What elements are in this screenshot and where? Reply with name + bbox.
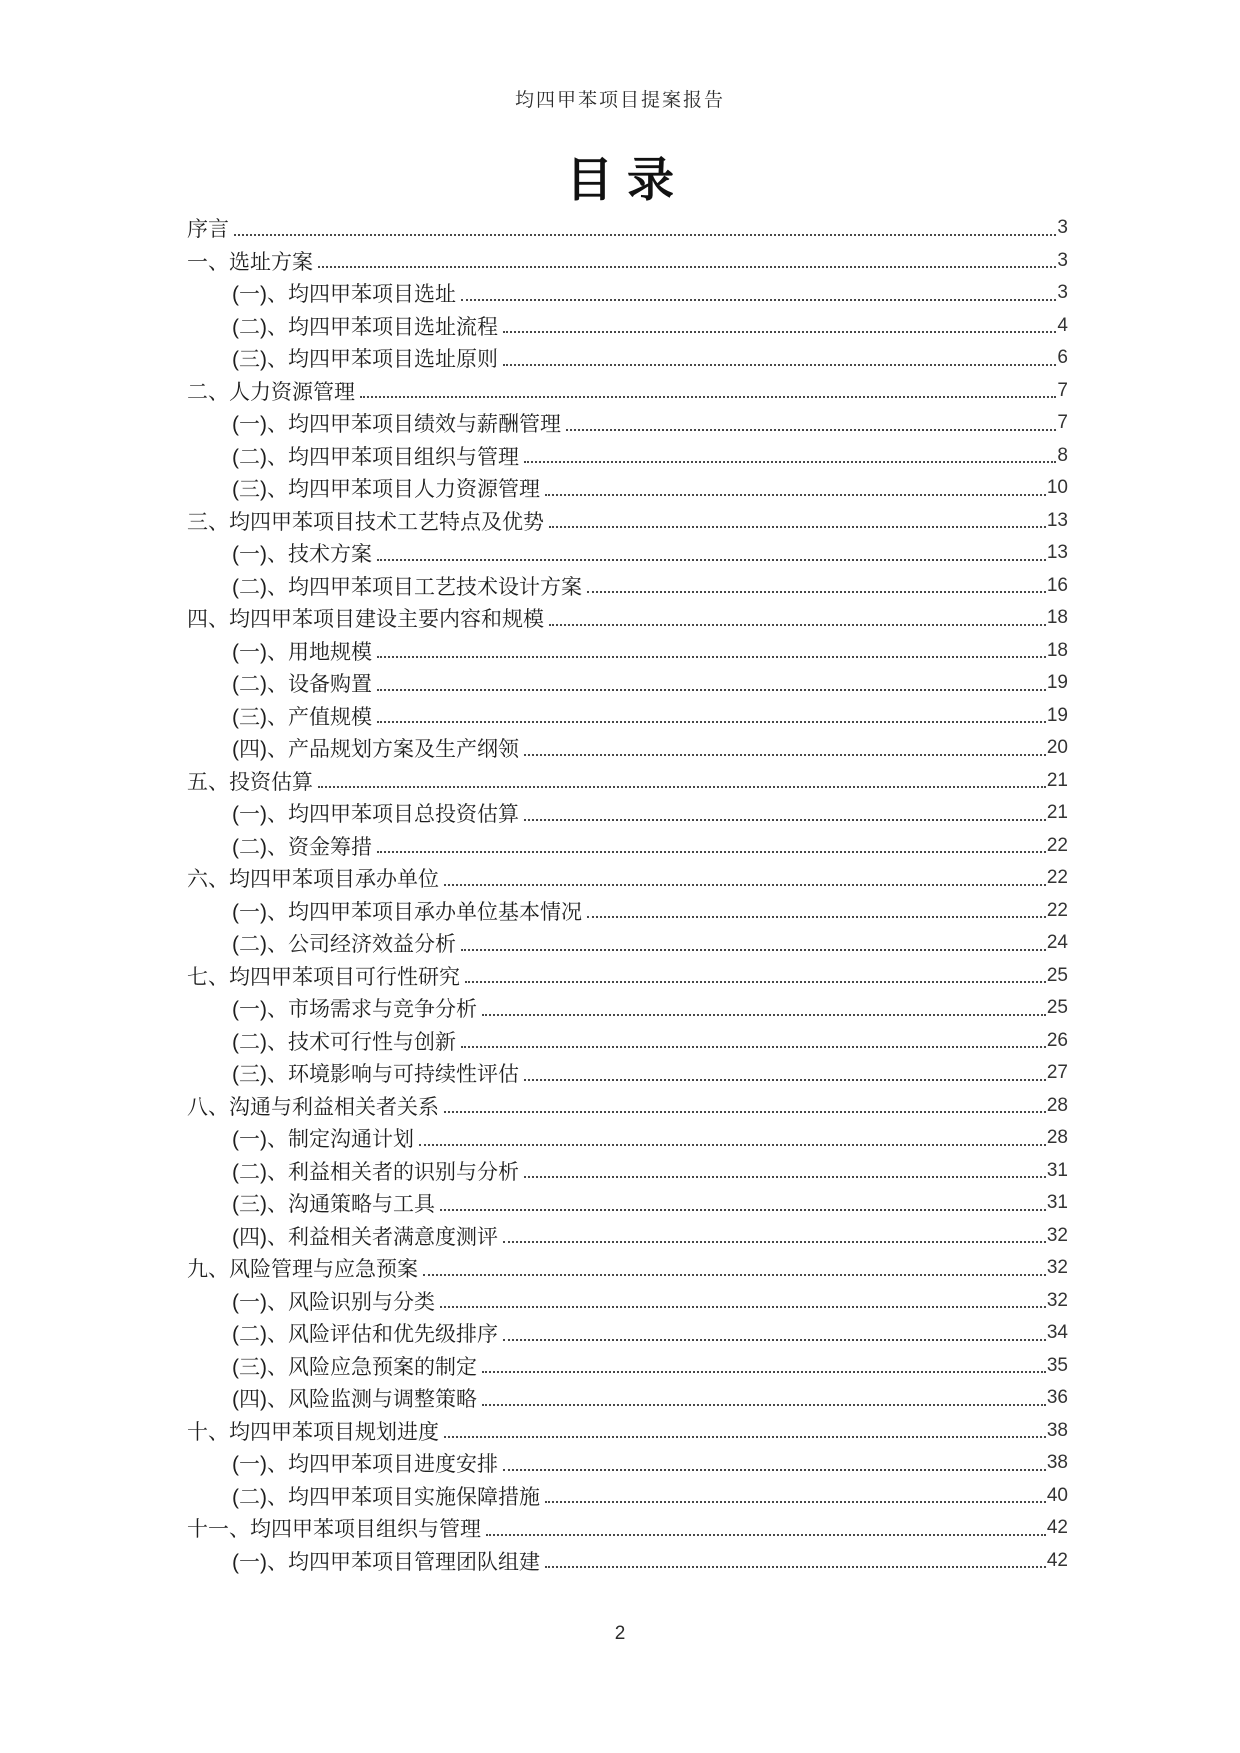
- toc-entry-label: (一)、制定沟通计划: [232, 1128, 414, 1152]
- toc-entry-label: 序言: [187, 218, 229, 242]
- dot-leader: [318, 786, 1046, 788]
- toc-entry-label: (三)、产值规模: [232, 705, 372, 729]
- toc-entry-label: 四、均四甲苯项目建设主要内容和规模: [187, 608, 544, 632]
- toc-entry-label: (一)、市场需求与竞争分析: [232, 998, 477, 1022]
- toc-entry: [187, 1252, 1068, 1285]
- dot-leader: [318, 266, 1056, 268]
- toc-entry-page: 36: [1046, 1387, 1068, 1409]
- toc-entry: [187, 1187, 1068, 1220]
- toc-entry-label: 八、沟通与利益相关者关系: [187, 1095, 439, 1119]
- toc-entry: [187, 1415, 1068, 1448]
- toc-entry: [187, 765, 1068, 798]
- dot-leader: [377, 689, 1046, 691]
- toc-entry-label: (二)、技术可行性与创新: [232, 1030, 456, 1054]
- toc-entry-label: (二)、均四甲苯项目选址流程: [232, 315, 498, 339]
- toc-entry: [187, 797, 1068, 830]
- dot-leader: [419, 1144, 1046, 1146]
- toc-entry: [187, 602, 1068, 635]
- dot-leader: [566, 429, 1056, 431]
- toc-entry-label: 十一、均四甲苯项目组织与管理: [187, 1518, 481, 1542]
- toc-entry-page: 35: [1046, 1354, 1068, 1376]
- dot-leader: [524, 1079, 1046, 1081]
- toc-entry-label: (二)、均四甲苯项目组织与管理: [232, 445, 519, 469]
- toc-entry-label: (二)、资金筹措: [232, 835, 372, 859]
- toc-entry-page: 6: [1057, 347, 1068, 369]
- toc-entry-page: 22: [1046, 867, 1068, 889]
- dot-leader: [503, 1339, 1046, 1341]
- dot-leader: [377, 559, 1046, 561]
- toc-entry-page: 18: [1046, 607, 1068, 629]
- toc-entry: [187, 1025, 1068, 1058]
- toc-entry-page: 22: [1046, 834, 1068, 856]
- toc-entry-page: 26: [1046, 1029, 1068, 1051]
- toc-entry: [187, 700, 1068, 733]
- toc-entry: [187, 1285, 1068, 1318]
- toc-entry-page: 34: [1046, 1322, 1068, 1344]
- toc-entry: [187, 1382, 1068, 1415]
- toc-entry-label: (二)、设备购置: [232, 673, 372, 697]
- toc-entry: [187, 1350, 1068, 1383]
- toc-entry-label: (一)、风险识别与分类: [232, 1290, 435, 1314]
- toc-entry-page: 3: [1057, 282, 1068, 304]
- toc-entry-label: (二)、均四甲苯项目实施保障措施: [232, 1485, 540, 1509]
- toc-entry: [187, 1057, 1068, 1090]
- dot-leader: [503, 364, 1056, 366]
- toc-entry-page: 21: [1046, 769, 1068, 791]
- toc-entry-page: 8: [1057, 444, 1068, 466]
- toc-entry-page: 28: [1046, 1094, 1068, 1116]
- dot-leader: [423, 1274, 1046, 1276]
- toc-entry: [187, 375, 1068, 408]
- toc-entry-label: 三、均四甲苯项目技术工艺特点及优势: [187, 510, 544, 534]
- toc-entry-page: 42: [1046, 1549, 1068, 1571]
- toc-entry-label: (四)、产品规划方案及生产纲领: [232, 738, 519, 762]
- dot-leader: [482, 1371, 1046, 1373]
- toc-entry: [187, 505, 1068, 538]
- toc-entry-page: 40: [1046, 1484, 1068, 1506]
- dot-leader: [465, 981, 1046, 983]
- toc-entry-label: (二)、风险评估和优先级排序: [232, 1323, 498, 1347]
- dot-leader: [503, 1469, 1046, 1471]
- dot-leader: [461, 949, 1046, 951]
- toc-entry-label: (四)、利益相关者满意度测评: [232, 1225, 498, 1249]
- toc-entry-label: 七、均四甲苯项目可行性研究: [187, 965, 460, 989]
- toc-entry: [187, 635, 1068, 668]
- toc-entry-label: (二)、均四甲苯项目工艺技术设计方案: [232, 575, 582, 599]
- toc-entry: [187, 342, 1068, 375]
- toc-entry: [187, 440, 1068, 473]
- toc-entry: [187, 212, 1068, 245]
- toc-entry: [187, 862, 1068, 895]
- dot-leader: [444, 1111, 1046, 1113]
- dot-leader: [234, 234, 1056, 236]
- toc-entry-label: (三)、均四甲苯项目人力资源管理: [232, 478, 540, 502]
- dot-leader: [461, 1046, 1046, 1048]
- dot-leader: [440, 1209, 1046, 1211]
- toc-entry-label: (三)、环境影响与可持续性评估: [232, 1063, 519, 1087]
- toc-entry-label: 五、投资估算: [187, 770, 313, 794]
- toc-entry-page: 24: [1046, 932, 1068, 954]
- dot-leader: [444, 1436, 1046, 1438]
- toc-entry-page: 19: [1046, 672, 1068, 694]
- toc-entry-page: 32: [1046, 1257, 1068, 1279]
- dot-leader: [486, 1534, 1046, 1536]
- toc-entry-page: 16: [1046, 574, 1068, 596]
- dot-leader: [377, 656, 1046, 658]
- toc-entry: [187, 960, 1068, 993]
- toc-entry-label: 六、均四甲苯项目承办单位: [187, 868, 439, 892]
- toc-entry-page: 28: [1046, 1127, 1068, 1149]
- toc-entry-label: (二)、公司经济效益分析: [232, 933, 456, 957]
- toc-entry-page: 19: [1046, 704, 1068, 726]
- dot-leader: [503, 1241, 1046, 1243]
- toc-entry-label: (一)、技术方案: [232, 543, 372, 567]
- toc-entry-page: 7: [1057, 412, 1068, 434]
- toc-entry-page: 32: [1046, 1289, 1068, 1311]
- dot-leader: [587, 591, 1046, 593]
- toc-entry-page: 18: [1046, 639, 1068, 661]
- toc-entry-page: 25: [1046, 997, 1068, 1019]
- toc-entry-label: (三)、沟通策略与工具: [232, 1193, 435, 1217]
- toc-entry-page: 20: [1046, 737, 1068, 759]
- toc-entry-label: 二、人力资源管理: [187, 380, 355, 404]
- toc-entry: [187, 895, 1068, 928]
- toc-entry-label: (三)、均四甲苯项目选址原则: [232, 348, 498, 372]
- toc-entry: [187, 927, 1068, 960]
- toc-entry-label: (一)、均四甲苯项目承办单位基本情况: [232, 900, 582, 924]
- dot-leader: [549, 624, 1046, 626]
- toc-entry: [187, 732, 1068, 765]
- dot-leader: [524, 1176, 1046, 1178]
- toc-entry-page: 13: [1046, 509, 1068, 531]
- toc-entry-page: 4: [1057, 314, 1068, 336]
- toc-entry-page: 32: [1046, 1224, 1068, 1246]
- dot-leader: [461, 299, 1056, 301]
- toc-entry: [187, 1545, 1068, 1578]
- dot-leader: [482, 1014, 1046, 1016]
- dot-leader: [482, 1404, 1046, 1406]
- toc-entry: [187, 537, 1068, 570]
- toc-entry: [187, 830, 1068, 863]
- toc-entry-page: 7: [1057, 379, 1068, 401]
- toc-entry: [187, 277, 1068, 310]
- dot-leader: [377, 721, 1046, 723]
- toc-entry-page: 10: [1046, 477, 1068, 499]
- dot-leader: [545, 1566, 1046, 1568]
- toc-entry-page: 22: [1046, 899, 1068, 921]
- toc-entry: [187, 1447, 1068, 1480]
- toc-entry-label: 十、均四甲苯项目规划进度: [187, 1420, 439, 1444]
- toc-entry-label: 一、选址方案: [187, 250, 313, 274]
- toc-entry-page: 42: [1046, 1517, 1068, 1539]
- toc-entry-label: (三)、风险应急预案的制定: [232, 1355, 477, 1379]
- toc-entry-label: (二)、利益相关者的识别与分析: [232, 1160, 519, 1184]
- toc-entry-page: 31: [1046, 1159, 1068, 1181]
- dot-leader: [377, 851, 1046, 853]
- toc-entry-page: 27: [1046, 1062, 1068, 1084]
- toc-entry: [187, 1090, 1068, 1123]
- toc-entry-page: 31: [1046, 1192, 1068, 1214]
- toc-entry: [187, 1480, 1068, 1513]
- dot-leader: [524, 754, 1046, 756]
- toc-entry: [187, 1122, 1068, 1155]
- toc-entry: [187, 570, 1068, 603]
- toc-entry: [187, 310, 1068, 343]
- dot-leader: [549, 526, 1046, 528]
- toc-entry-label: 九、风险管理与应急预案: [187, 1258, 418, 1282]
- toc-entry: [187, 245, 1068, 278]
- toc-entry-label: (一)、用地规模: [232, 640, 372, 664]
- toc-entry-page: 13: [1046, 542, 1068, 564]
- dot-leader: [444, 884, 1046, 886]
- dot-leader: [524, 819, 1046, 821]
- toc-entry-page: 38: [1046, 1419, 1068, 1441]
- toc-entry-label: (一)、均四甲苯项目进度安排: [232, 1453, 498, 1477]
- toc-list: [187, 212, 1068, 1577]
- toc-entry-label: (一)、均四甲苯项目总投资估算: [232, 803, 519, 827]
- document-header-title: 均四甲苯项目提案报告: [514, 90, 725, 111]
- toc-entry: [187, 472, 1068, 505]
- toc-entry-page: 3: [1057, 217, 1068, 239]
- dot-leader: [545, 1501, 1046, 1503]
- dot-leader: [503, 331, 1056, 333]
- toc-entry-page: 38: [1046, 1452, 1068, 1474]
- toc-entry: [187, 667, 1068, 700]
- toc-entry-page: 25: [1046, 964, 1068, 986]
- toc-entry-label: (一)、均四甲苯项目选址: [232, 283, 456, 307]
- toc-entry-page: 3: [1057, 249, 1068, 271]
- dot-leader: [587, 916, 1046, 918]
- page-number-footer: 2: [614, 1623, 626, 1644]
- dot-leader: [545, 494, 1046, 496]
- toc-title: 目录: [566, 155, 688, 207]
- dot-leader: [440, 1306, 1046, 1308]
- toc-entry: [187, 992, 1068, 1025]
- toc-entry: [187, 1220, 1068, 1253]
- toc-entry: [187, 407, 1068, 440]
- dot-leader: [360, 396, 1056, 398]
- toc-entry-label: (四)、风险监测与调整策略: [232, 1388, 477, 1412]
- toc-entry-label: (一)、均四甲苯项目管理团队组建: [232, 1550, 540, 1574]
- toc-entry: [187, 1512, 1068, 1545]
- toc-entry-label: (一)、均四甲苯项目绩效与薪酬管理: [232, 413, 561, 437]
- toc-entry: [187, 1155, 1068, 1188]
- toc-entry-page: 21: [1046, 802, 1068, 824]
- dot-leader: [524, 461, 1056, 463]
- toc-entry: [187, 1317, 1068, 1350]
